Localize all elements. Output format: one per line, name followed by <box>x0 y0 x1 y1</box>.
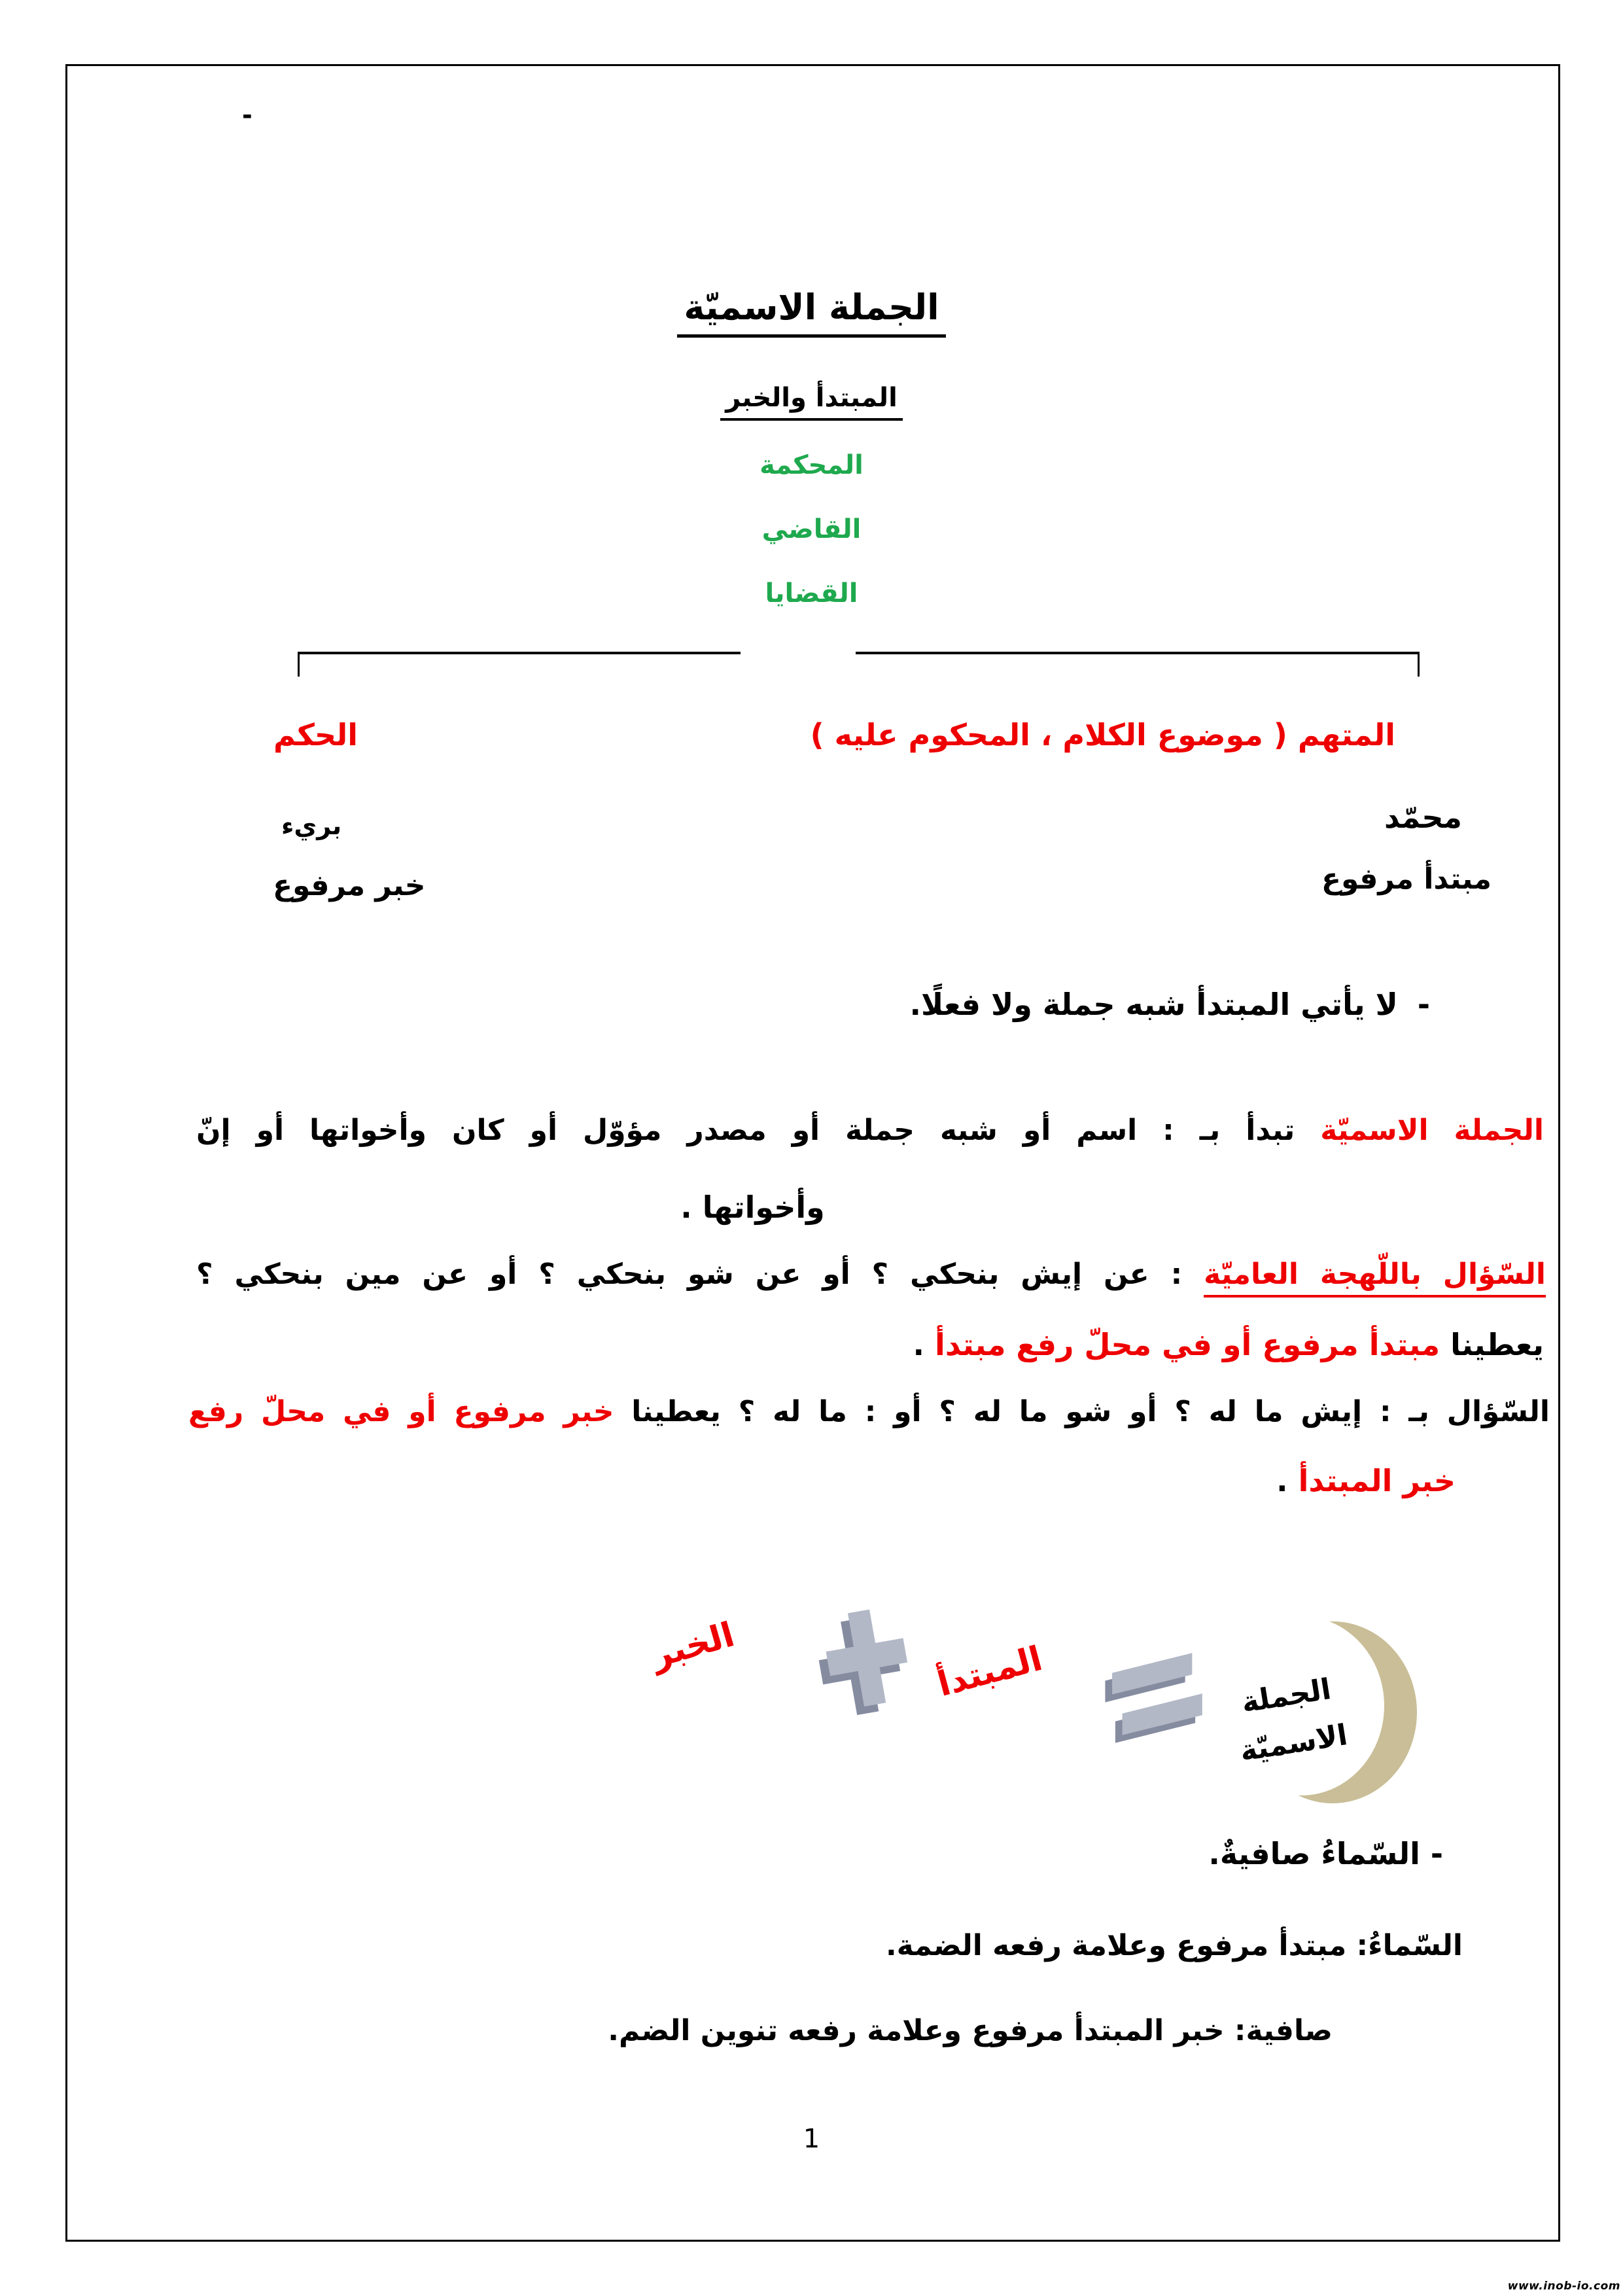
paragraph-1-red: الجملة الاسميّة <box>1320 1114 1544 1147</box>
paragraph-3-red: خبر مرفوع أو في محلّ رفع <box>188 1395 614 1428</box>
page-number: 1 <box>803 2124 820 2154</box>
bracket-tick-right <box>1418 652 1420 677</box>
accused-name: محمّد <box>1384 800 1462 835</box>
paragraph-2-line2-black: يعطينا <box>1440 1327 1544 1362</box>
diagram-sentence-label <box>1218 1663 1362 1777</box>
note-line <box>910 987 1430 1022</box>
diagram-khabar-label: الخبر <box>647 1615 739 1676</box>
bracket-line-left <box>298 652 741 654</box>
accused-role: مبتدأ مرفوع <box>1321 862 1492 896</box>
example-sentence: - السّماءُ صافيةٌ. <box>1208 1836 1443 1871</box>
plus-3d-icon <box>811 1604 919 1720</box>
bracket-line-right <box>856 652 1420 654</box>
verdict-role: خبر مرفوع <box>273 869 426 902</box>
green-term-court: المحكمة <box>759 450 864 480</box>
note-dash: - <box>1417 987 1430 1022</box>
paragraph-2-line2-red: مبتدأ مرفوع أو في محلّ رفع مبتدأ <box>935 1327 1440 1362</box>
paragraph-3-line2-red: خبر المبتدأ <box>1298 1463 1456 1498</box>
bracket-tick-left <box>298 652 300 677</box>
paragraph-3-line2-period: . <box>1276 1463 1299 1498</box>
corner-dash: - <box>242 101 253 130</box>
diagram-mubtada-label: المبتدأ <box>934 1638 1047 1705</box>
page-subtitle: المبتدأ والخبر <box>720 383 903 421</box>
example-khabar-analysis: صافية: خبر المبتدأ مرفوع وعلامة رفعه تنوين الضم. <box>608 2014 1333 2047</box>
note-text: لا يأتي المبتدأ شبه جملة ولا فعلًا. <box>909 987 1398 1022</box>
paragraph-3-line-2 <box>1276 1463 1456 1498</box>
paragraph-1-line-2: وأخواتها . <box>680 1190 825 1225</box>
diagram-sentence-line2: الاسميّة <box>1237 1718 1350 1768</box>
paragraph-1-black: تبدأ بـ : اسم أو شبه جملة أو مصدر مؤوّل أو كان وأخواتها أو إنّ <box>196 1114 1321 1147</box>
paragraph-2-black: : عن إيش بنحكي ؟ أو عن شو بنحكي ؟ أو عن مين بنحكي ؟ <box>196 1258 1204 1291</box>
paragraph-2-line2-period: . <box>913 1327 935 1362</box>
paragraph-3-black: السّؤال بـ : إيش ما له ؟ أو شو ما له ؟ أو : ما له ؟ يعطينا <box>614 1395 1550 1428</box>
green-term-cases: القضايا <box>765 578 858 609</box>
paragraph-1-line-1 <box>196 1114 1544 1147</box>
paragraph-2-line-1 <box>196 1258 1546 1291</box>
example-mubtada-analysis: السّماءُ: مبتدأ مرفوع وعلامة رفعه الضمة. <box>885 1929 1463 1962</box>
green-term-judge: القاضي <box>761 514 862 544</box>
page-title: الجملة الاسميّة <box>677 287 945 338</box>
paragraph-2-line-2 <box>913 1327 1544 1362</box>
paragraph-3-line-1 <box>188 1395 1550 1428</box>
watermark: www.inob-io.com <box>1507 2280 1620 2293</box>
verdict-header: الحكم <box>273 717 358 752</box>
diagram-sentence-line1: الجملة <box>1239 1672 1334 1720</box>
equals-bar-bottom <box>1123 1693 1202 1735</box>
accused-header: المتهم ( موضوع الكلام ، المحكوم عليه ) <box>810 717 1395 752</box>
paragraph-2-red-underlined: السّؤال باللّهجة العاميّة <box>1204 1258 1546 1298</box>
verdict-value: بريء <box>281 811 342 840</box>
plus-3d-face <box>820 1604 913 1712</box>
